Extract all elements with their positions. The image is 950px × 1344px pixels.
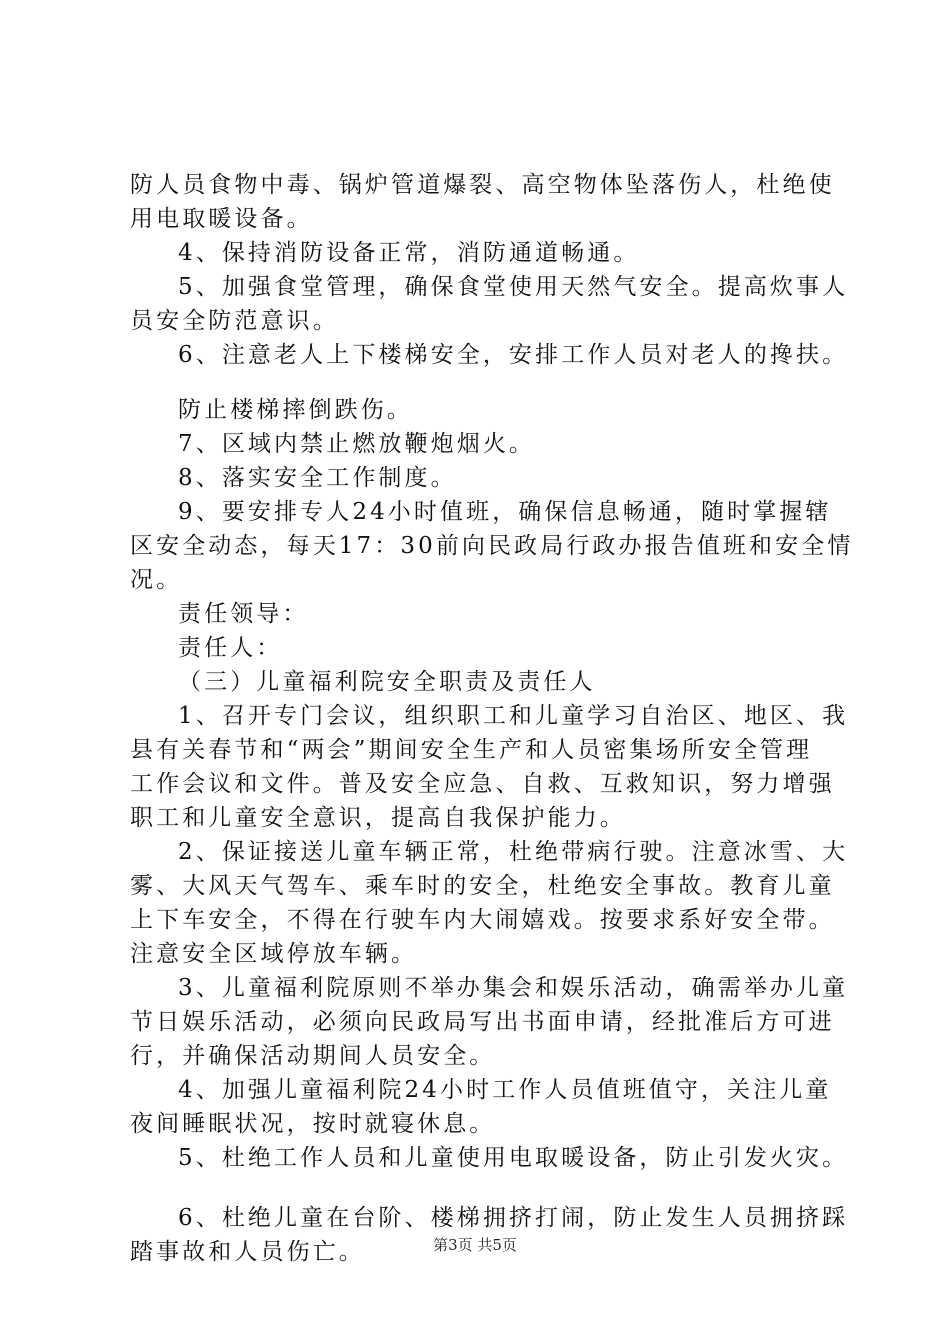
paragraph-line: 踏事故和人员伤亡。	[130, 1239, 365, 1265]
page-footer: 第3页 共5页	[433, 1236, 517, 1254]
paragraph-line: 况。	[130, 567, 183, 593]
responsible-person-label: 责任人：	[178, 635, 283, 661]
paragraph-line: 县有关春节和“两会”期间安全生产和人员密集场所安全管理	[130, 737, 813, 763]
list-item-8: 8、落实安全工作制度。	[178, 465, 457, 491]
list-item-7: 7、区域内禁止燃放鞭炮烟火。	[178, 431, 536, 457]
list-item-1: 1、召开专门会议，组织职工和儿童学习自治区、地区、我	[178, 703, 849, 729]
paragraph-line: 职工和儿童安全意识，提高自我保护能力。	[130, 805, 626, 831]
paragraph-line: 区安全动态，每天17：30前向民政局行政办报告值班和安全情	[130, 533, 854, 559]
responsible-leader-label: 责任领导：	[178, 601, 309, 627]
list-item-3: 3、儿童福利院原则不举办集会和娱乐活动，确需举办儿童	[178, 975, 849, 1001]
paragraph-line: 员安全防范意识。	[130, 308, 339, 334]
list-item-6: 6、注意老人上下楼梯安全，安排工作人员对老人的搀扶。	[178, 342, 849, 368]
paragraph-line: 雾、大风天气驾车、乘车时的安全，杜绝安全事故。教育儿童	[130, 873, 835, 899]
list-item-5: 5、杜绝工作人员和儿童使用电取暖设备，防止引发火灾。	[178, 1145, 849, 1171]
paragraph-line: 工作会议和文件。普及安全应急、自救、互救知识，努力增强	[130, 771, 835, 797]
paragraph-line: 节日娱乐活动，必须向民政局写出书面申请，经批准后方可进	[130, 1009, 835, 1035]
list-item-9: 9、要安排专人24小时值班，确保信息畅通，随时掌握辖	[178, 499, 832, 525]
list-item-5: 5、加强食堂管理，确保食堂使用天然气安全。提高炊事人	[178, 274, 849, 300]
paragraph-line: 行，并确保活动期间人员安全。	[130, 1043, 496, 1069]
section-heading: （三）儿童福利院安全职责及责任人	[178, 669, 596, 695]
paragraph-line: 防人员食物中毒、锅炉管道爆裂、高空物体坠落伤人，杜绝使	[130, 172, 835, 198]
paragraph-line: 上下车安全，不得在行驶车内大闹嬉戏。按要求系好安全带。	[130, 907, 835, 933]
paragraph-line: 防止楼梯摔倒跌伤。	[178, 397, 413, 423]
paragraph-line: 用电取暖设备。	[130, 206, 313, 232]
list-item-4: 4、保持消防设备正常，消防通道畅通。	[178, 240, 640, 266]
paragraph-line: 注意安全区域停放车辆。	[130, 941, 418, 967]
list-item-2: 2、保证接送儿童车辆正常，杜绝带病行驶。注意冰雪、大	[178, 839, 849, 865]
list-item-4: 4、加强儿童福利院24小时工作人员值班值守，关注儿童	[178, 1077, 832, 1103]
paragraph-line: 夜间睡眠状况，按时就寝休息。	[130, 1111, 496, 1137]
list-item-6: 6、杜绝儿童在台阶、楼梯拥挤打闹，防止发生人员拥挤踩	[178, 1205, 849, 1231]
